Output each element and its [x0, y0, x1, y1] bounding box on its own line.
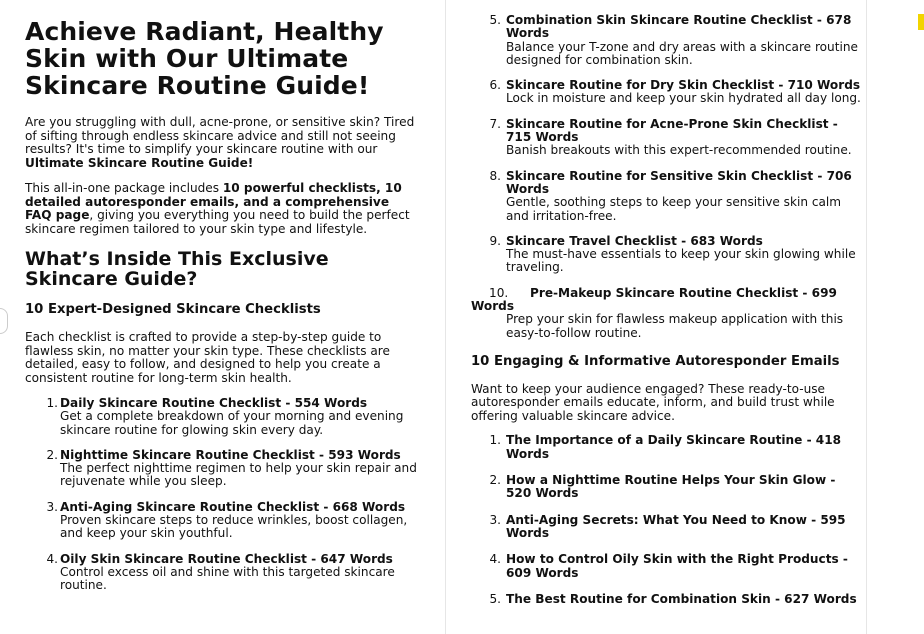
list-item: 2. How a Nighttime Routine Helps Your Skin Glow - 520 Words [489, 473, 836, 501]
list-item: 3. Anti-Aging Skincare Routine Checklist - 668 Words Proven skincare steps to reduce wrinkles, boost collagen, and keep your skin youthful. [46, 499, 408, 541]
package-paragraph: This all-in-one package includes 10 powerful checklists, 10 detailed autoresponder emails, and a comprehensive FAQ page, giving you everything you need to build the perfect skincare regimen tailored to your skin type and lifestyle. [25, 181, 410, 236]
list-item: 9. Skincare Travel Checklist - 683 Words The must-have essentials to keep your skin glowing while traveling. [489, 233, 856, 275]
scroll-marker [918, 14, 924, 30]
email-list [471, 434, 863, 606]
list-item: 1. The Importance of a Daily Skincare Routine - 418 Words [489, 433, 842, 461]
checklist-list-right [471, 14, 863, 340]
whats-inside-heading: What’s Inside This Exclusive Skincare Guide? [25, 248, 329, 290]
intro-paragraph: Are you struggling with dull, acne-prone, or sensitive skin? Tired of sifting through endless skincare advice and still not seeing results? It's time to simplify your skincare routine with our Ultimate Skincare Routine Guide! [25, 115, 415, 170]
list-item: 1. Daily Skincare Routine Checklist - 554 Words Get a complete breakdown of your morning and evening skincare routine for glowing skin every day. [46, 396, 404, 437]
list-item: 2. Nighttime Skincare Routine Checklist - 593 Words The perfect nighttime regimen to help your skin repair and rejuvenate while you sleep. [46, 447, 417, 489]
page-edge [866, 0, 867, 634]
checklists-description: Each checklist is crafted to provide a step-by-step guide to flawless skin, no matter your skin type. These checklists are detailed, easy to follow, and designed to help you create a consistent routine for long-term skin health. [25, 330, 390, 385]
right-column [471, 14, 863, 606]
page-title: Achieve Radiant, Healthy Skin with Our Ultimate Skincare Routine Guide! [25, 17, 384, 100]
left-column [25, 18, 417, 593]
list-item: 3. Anti-Aging Secrets: What You Need to Know - 595 Words [489, 512, 846, 540]
list-item: 4. Oily Skin Skincare Routine Checklist - 647 Words Control excess oil and shine with this targeted skincare routine. [46, 551, 395, 593]
list-item: 7. Skincare Routine for Acne-Prone Skin Checklist - 715 Words Banish breakouts with this expert-recommended routine. [489, 116, 852, 158]
list-item: 10. Pre-Makeup Skincare Routine Checklist - 699 Words Prep your skin for flawless makeup application with this easy-to-follow routine. [471, 285, 844, 340]
side-handle[interactable] [0, 308, 8, 334]
emails-description: Want to keep your audience engaged? These ready-to-use autoresponder emails educate, inform, and build trust while offering valuable skincare advice. [471, 381, 835, 423]
list-item: 5. Combination Skin Skincare Routine Checklist - 678 Words Balance your T-zone and dry areas with a skincare routine designed for combination skin. [489, 13, 858, 67]
emails-heading: 10 Engaging & Informative Autoresponder Emails [471, 353, 840, 369]
list-item: 5. The Best Routine for Combination Skin - 627 Words [489, 591, 857, 606]
checklist-list-left [25, 397, 417, 593]
list-item: 6. Skincare Routine for Dry Skin Checklist - 710 Words Lock in moisture and keep your skin hydrated all day long. [489, 78, 861, 106]
list-item: 8. Skincare Routine for Sensitive Skin Checklist - 706 Words Gentle, soothing steps to keep your sensitive skin calm and irritation-free. [489, 168, 852, 223]
checklists-heading: 10 Expert-Designed Skincare Checklists [25, 302, 321, 317]
column-divider [445, 0, 446, 634]
list-item: 4. How to Control Oily Skin with the Right Products - 609 Words [489, 552, 848, 580]
